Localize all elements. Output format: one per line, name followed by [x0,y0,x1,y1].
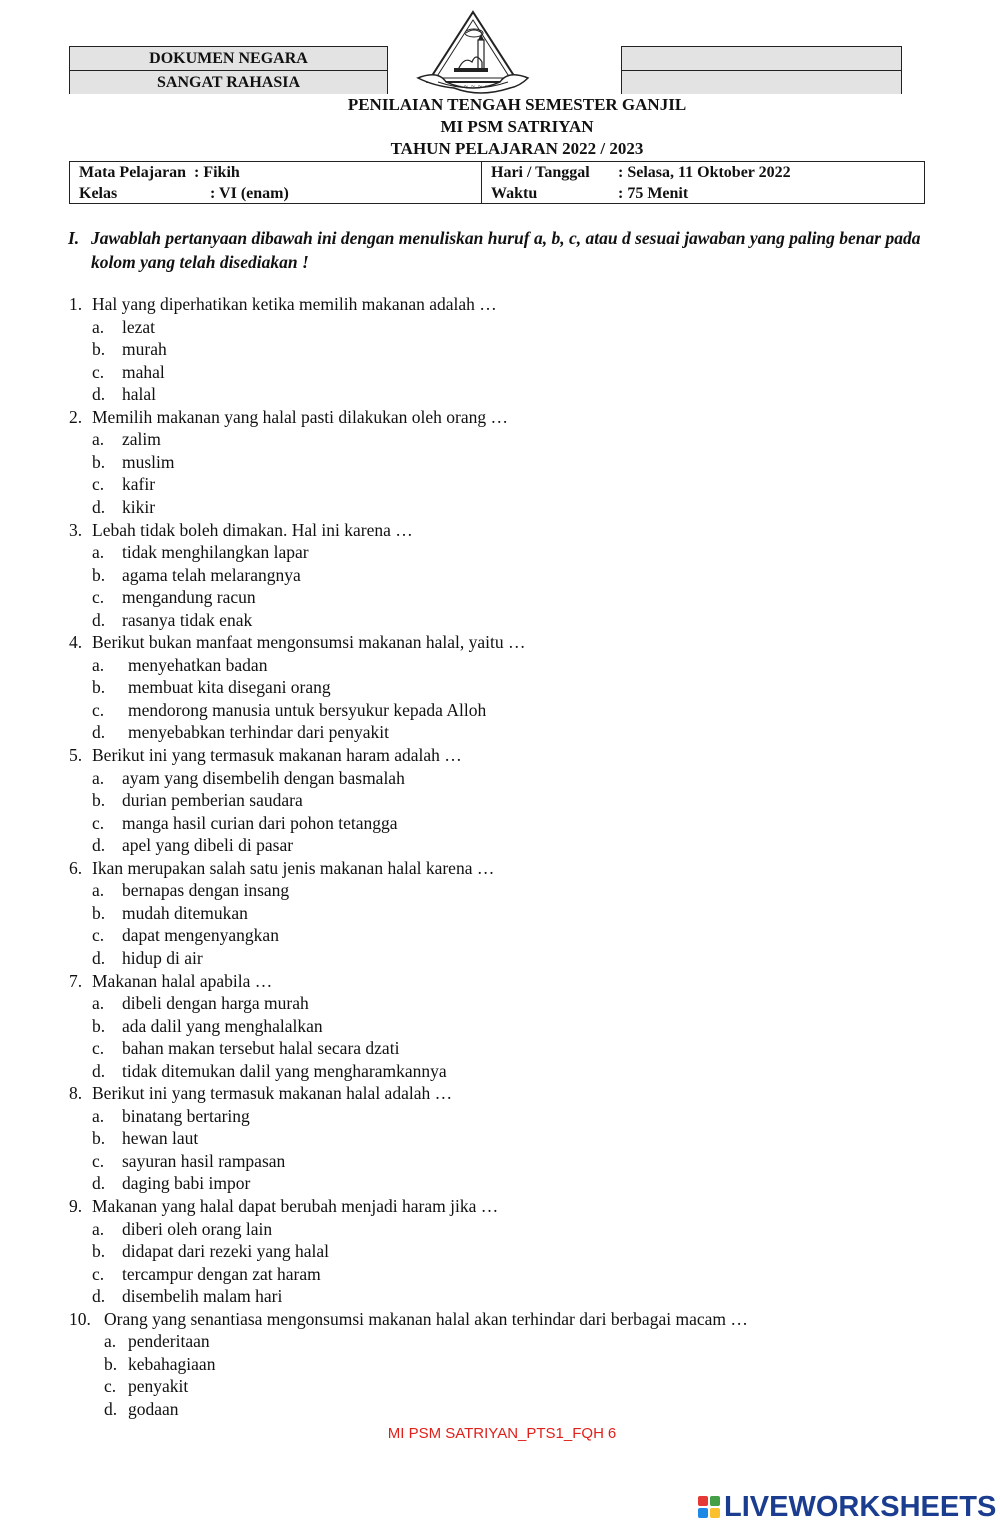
option-letter: d. [104,1398,118,1419]
question-4 [69,631,526,653]
option-7-a [92,992,309,1014]
option-letter: a. [92,767,105,788]
option-2-c [92,473,155,495]
option-10-b [104,1353,215,1375]
option-text: daging babi impor [122,1173,251,1194]
option-text: hidup di air [122,947,203,968]
question-text: Makanan yang halal dapat berubah menjadi haram jika … [92,1196,499,1216]
blank-header-box [621,46,902,94]
option-letter: c. [92,812,105,833]
option-9-d [92,1285,282,1307]
option-6-a [92,879,289,901]
option-letter: a. [92,429,105,450]
option-4-b [92,676,331,698]
option-letter: a. [92,316,105,337]
option-text: mendorong manusia untuk bersyukur kepada Alloh [128,699,487,720]
option-letter: b. [92,1241,106,1262]
option-2-b [92,451,175,473]
option-letter: d. [92,496,106,517]
question-number: 9. [69,1196,83,1216]
option-text: dibeli dengan harga murah [122,993,309,1014]
option-text: ada dalil yang menghalalkan [122,1015,323,1036]
option-text: dapat mengenyangkan [122,925,279,946]
option-text: menyebabkan terhindar dari penyakit [128,722,389,743]
option-letter: a. [92,993,105,1014]
option-text: kafir [122,474,156,495]
option-text: hewan laut [122,1128,199,1149]
option-7-d [92,1060,447,1082]
option-7-c [92,1037,399,1059]
option-letter: c. [92,1150,105,1171]
option-letter: a. [92,1105,105,1126]
option-4-c [92,699,486,721]
question-text: Hal yang diperhatikan ketika memilih makanan adalah … [92,294,497,314]
exam-info-table [69,161,925,204]
option-letter: a. [104,1331,117,1352]
option-3-d [92,609,252,631]
option-letter: c. [92,474,105,495]
question-number: 10. [69,1308,91,1329]
blank-row [622,47,901,71]
time-value: : 75 Menit [618,185,689,202]
question-number: 7. [69,970,83,991]
option-7-b [92,1015,323,1037]
option-letter: d. [92,609,106,630]
option-letter: d. [92,1286,106,1307]
question-number: 8. [69,1083,83,1104]
page-number: 6 [607,1425,617,1442]
question-number: 3. [69,519,83,540]
option-text: lezat [122,316,156,337]
option-text: apel yang dibeli di pasar [122,835,294,856]
question-text: Lebah tidak boleh dimakan. Hal ini karena … [92,519,413,540]
option-1-d [92,383,156,405]
instruction [68,226,934,274]
option-8-d [92,1172,250,1194]
option-letter: a. [92,880,105,901]
question-number: 6. [69,857,83,878]
brand-tile [710,1496,720,1506]
option-text: ayam yang disembelih dengan basmalah [122,767,405,788]
option-letter: d. [92,1173,106,1194]
option-letter: c. [104,1376,117,1397]
option-text: tidak menghilangkan lapar [122,542,309,563]
option-text: membuat kita disegani orang [128,677,331,698]
question-text: Berikut ini yang termasuk makanan haram adalah … [92,745,462,765]
svg-text:~ ~ ~ ~ ~: ~ ~ ~ ~ ~ [456,83,490,90]
instruction-number: I. [68,228,80,248]
page-footer [0,1425,1000,1442]
question-10 [69,1308,748,1330]
option-text: zalim [122,429,161,450]
question-text: Berikut ini yang termasuk makanan halal adalah … [92,1083,453,1104]
brand-logo-icon [698,1496,720,1518]
question-text: Berikut bukan manfaat mengonsumsi makanan halal, yaitu … [92,632,526,653]
option-text: godaan [128,1398,179,1419]
classification-line-1: DOKUMEN NEGARA [70,47,387,71]
option-letter: b. [92,790,106,811]
option-text: diberi oleh orang lain [122,1218,273,1239]
blank-row [622,71,901,94]
option-text: tercampur dengan zat haram [122,1263,321,1284]
option-5-c [92,812,398,834]
option-text: halal [122,384,157,405]
option-6-d [92,947,203,969]
option-1-c [92,361,165,383]
option-1-a [92,316,155,338]
option-letter: d. [92,384,106,405]
option-letter: c. [92,587,105,608]
question-text: Ikan merupakan salah satu jenis makanan halal karena … [92,857,495,878]
option-6-b [92,902,248,924]
question-number: 1. [69,294,83,314]
option-letter: d. [92,1060,106,1081]
option-letter: b. [92,677,106,698]
brand-tile [698,1496,708,1506]
option-4-a [92,654,267,676]
option-letter: d. [92,947,106,968]
option-2-a [92,428,161,450]
option-6-c [92,924,279,946]
option-8-a [92,1105,250,1127]
school-logo [414,8,532,96]
option-3-a [92,541,309,563]
title-line-1: PENILAIAN TENGAH SEMESTER GANJIL [347,95,687,114]
option-10-a [104,1330,210,1352]
option-8-b [92,1127,198,1149]
option-letter: c. [92,361,105,382]
option-9-c [92,1263,321,1285]
instruction-text: Jawablah pertanyaan dibawah ini dengan menuliskan huruf a, b, c, atau d sesuai jawaban yang paling benar pada kolom yang telah disediakan ! [91,228,921,272]
question-8 [69,1082,452,1104]
option-2-d [92,496,155,518]
option-letter: a. [92,542,105,563]
question-9 [69,1195,498,1217]
option-text: menyehatkan badan [128,654,268,675]
option-letter: b. [92,902,106,923]
option-9-b [92,1240,329,1262]
option-text: murah [122,339,167,360]
question-number: 4. [69,632,83,653]
option-9-a [92,1218,272,1240]
option-text: manga hasil curian dari pohon tetangga [122,812,398,833]
question-number: 5. [69,745,83,765]
question-3 [69,519,413,541]
subject-label: Mata Pelajaran [79,164,187,181]
option-letter: c. [92,1038,105,1059]
option-10-d [104,1398,179,1420]
option-text: sayuran hasil rampasan [122,1150,286,1171]
option-text: bernapas dengan insang [122,880,290,901]
option-text: kikir [122,496,156,517]
question-1 [69,293,497,315]
question-text: Makanan halal apabila … [92,970,273,991]
option-8-c [92,1150,285,1172]
option-text: kebahagiaan [128,1353,216,1374]
option-5-d [92,834,293,856]
question-text: Orang yang senantiasa mengonsumsi makanan halal akan terhindar dari berbagai macam … [104,1308,748,1329]
class-label: Kelas [79,185,118,202]
option-text: bahan makan tersebut halal secara dzati [122,1038,400,1059]
option-letter: b. [92,564,106,585]
question-6 [69,857,494,879]
time-label: Waktu [491,185,538,202]
date-label: Hari / Tanggal [491,164,590,181]
option-letter: a. [92,1218,105,1239]
option-1-b [92,338,167,360]
option-letter: c. [92,925,105,946]
exam-title [0,94,1000,160]
classification-line-2: SANGAT RAHASIA [70,71,387,94]
option-10-c [104,1375,188,1397]
option-text: penderitaan [128,1331,210,1352]
brand-name: LIVEWORKSHEETS [724,1490,997,1523]
option-letter: c. [92,699,105,720]
question-5 [69,744,462,766]
option-letter: b. [92,1015,106,1036]
question-2 [69,406,508,428]
option-text: rasanya tidak enak [122,609,253,630]
option-text: penyakit [128,1376,189,1397]
option-4-d [92,721,389,743]
option-letter: d. [92,835,106,856]
option-letter: b. [92,1128,106,1149]
option-text: muslim [122,451,175,472]
option-letter: b. [92,451,106,472]
table-divider [481,162,482,203]
option-text: durian pemberian saudara [122,790,303,811]
question-7 [69,970,272,992]
option-text: binatang bertaring [122,1105,250,1126]
option-letter: b. [104,1353,118,1374]
option-text: mengandung racun [122,587,256,608]
option-5-a [92,767,405,789]
subject-value: : Fikih [194,164,240,181]
title-line-2: MI PSM SATRIYAN [440,117,594,136]
class-value: : VI (enam) [210,185,289,202]
option-3-c [92,586,256,608]
option-letter: c. [92,1263,105,1284]
title-line-3: TAHUN PELAJARAN 2022 / 2023 [390,139,644,158]
option-text: mahal [122,361,165,382]
option-5-b [92,789,303,811]
option-letter: a. [92,654,105,675]
option-text: mudah ditemukan [122,902,248,923]
liveworksheets-brand[interactable] [698,1489,996,1525]
option-text: disembelih malam hari [122,1286,283,1307]
footer-code: MI PSM SATRIYAN_PTS1_FQH [387,1425,604,1442]
question-text: Memilih makanan yang halal pasti dilakukan oleh orang … [92,406,509,427]
option-3-b [92,564,301,586]
option-letter: b. [92,339,106,360]
question-number: 2. [69,406,83,427]
option-text: didapat dari rezeki yang halal [122,1241,329,1262]
classification-box [69,46,388,94]
brand-tile [698,1508,708,1518]
date-value: : Selasa, 11 Oktober 2022 [618,164,791,181]
brand-tile [710,1508,720,1518]
option-text: tidak ditemukan dalil yang mengharamkannya [122,1060,447,1081]
option-text: agama telah melarangnya [122,564,301,585]
option-letter: d. [92,722,106,743]
